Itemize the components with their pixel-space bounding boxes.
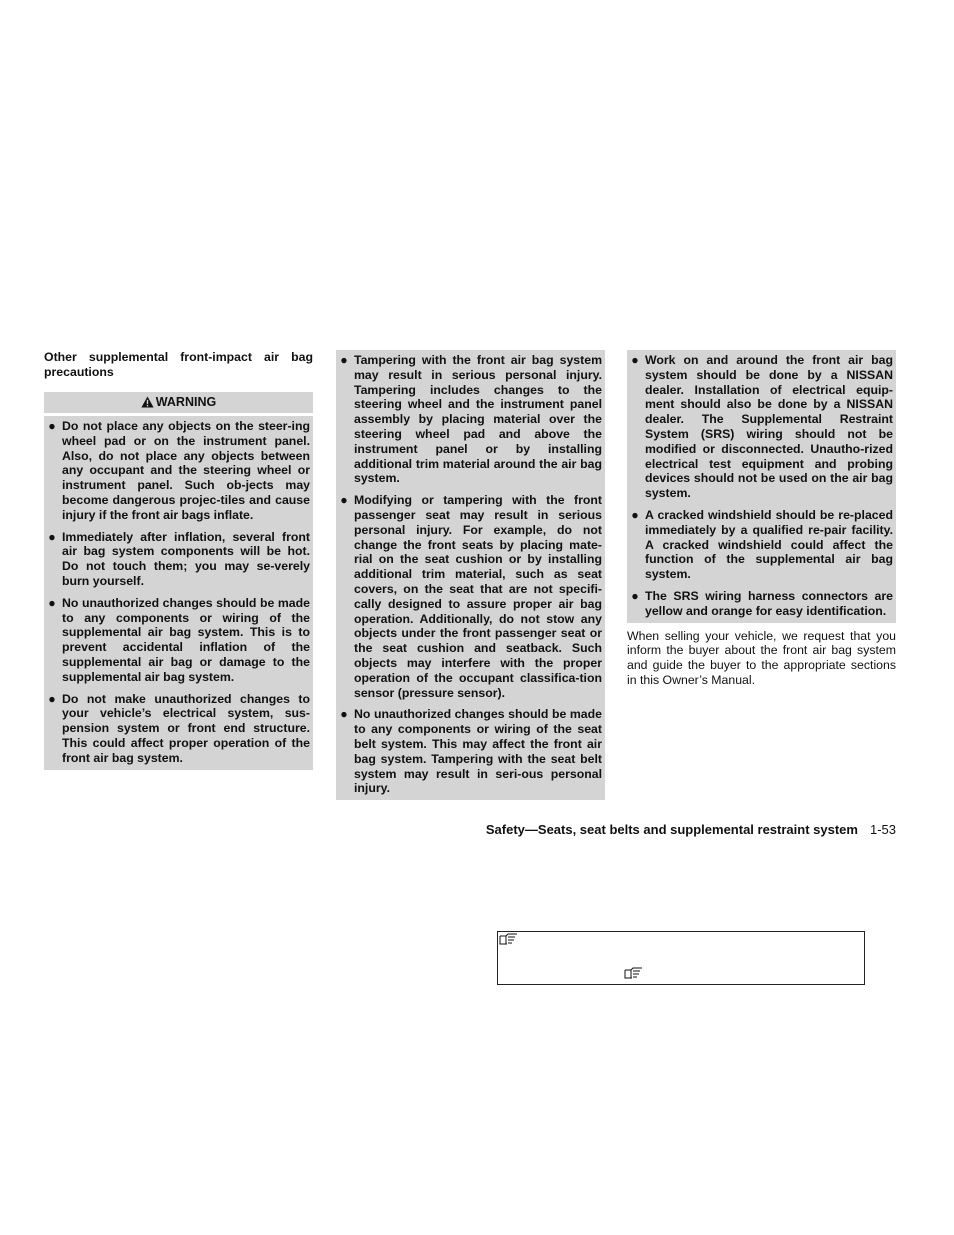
body-paragraph: When selling your vehicle, we request that you inform the buyer about the front air bag system and guide the buyer to the appropriate sections in this Owner’s Manual. (627, 628, 896, 687)
bullet: ● (631, 588, 639, 603)
column-1 (44, 350, 313, 770)
bullet: ● (48, 595, 56, 610)
page-footer (486, 822, 896, 837)
section-heading: Other supplemental front-impact air bag precautions (44, 350, 313, 379)
list-item: ● Work on and around the front air bag system should be done by a NISSAN dealer. Installation of electrical equip-ment should also be done by a NISSAN dealer. The Supplemental Restraint System (SRS) wiring should not be modified or disconnected. Unautho-rized electrical test equipment and probing devices should not be used on the air bag system. (627, 353, 893, 501)
list-item: ● A cracked windshield should be re-placed immediately by a qualified re-pair facility. A cracked windshield could affect the function of the supplemental air bag system. (627, 508, 893, 582)
bullet: ● (340, 707, 348, 722)
list-item: ● The SRS wiring harness connectors are yellow and orange for easy identification. (627, 589, 893, 619)
pointing-hand-icon (499, 932, 519, 951)
warning-panel (336, 350, 605, 800)
bullet: ● (631, 353, 639, 367)
warning-panel (44, 416, 313, 770)
warning-panel (627, 350, 896, 623)
warning-label: WARNING (155, 395, 217, 409)
list-item: ● No unauthorized changes should be made to any components or wiring of the supplemental air bag system. This is to prevent accidental inflation of the supplemental air bag or damage to the supplemental air bag system. (44, 596, 310, 685)
footer-section-title: Safety—Seats, seat belts and supplemental restraint system (485, 822, 858, 837)
bullet: ● (48, 529, 56, 544)
list-item: ● Do not make unauthorized changes to your vehicle’s electrical system, sus-pension system or front end structure. This could affect proper operation of the front air bag system. (44, 692, 310, 766)
bullet: ● (631, 507, 639, 522)
column-3 (627, 350, 896, 688)
list-item: ● Tampering with the front air bag system may result in serious personal injury. Tampering includes changes to the steering wheel and the instrument panel assembly by placing material over the steering wheel pad and above the instrument panel or by installing additional trim material around the air bag system. (336, 353, 602, 486)
pointing-hand-icon (624, 966, 644, 985)
list-item: ● No unauthorized changes should be made to any components or wiring of the seat belt system. This may affect the front air bag system. Tampering with the seat belt system may result in seri-ous personal injury. (336, 707, 602, 796)
column-2 (336, 350, 605, 800)
list-item: ● Do not place any objects on the steer-ing wheel pad or on the instrument panel. Also, do not place any objects between any occupant and the steering wheel or instrument panel. Such ob-jects may become dangerous projec-tiles and cause injury if the front air bags inflate. (44, 419, 310, 523)
warning-header (44, 392, 313, 413)
reference-box (497, 931, 865, 985)
bullet: ● (340, 353, 348, 367)
bullet: ● (340, 493, 348, 508)
list-item: ● Modifying or tampering with the front passenger seat may result in serious personal injury. For example, do not change the front seats by placing mate-rial on the seat cushion or by installing additional trim material, such as seat covers, on the seat that are not specifi-cally designed to assure proper air bag operation. Additionally, do not stow any objects under the front passenger seat or the seat cushion and seatback. Such objects may interfere with the proper operation of the occupant classifica-tion sensor (pressure sensor). (336, 493, 602, 700)
warning-triangle-icon (141, 394, 154, 414)
list-item: ● Immediately after inflation, several front air bag system components will be hot. Do not touch them; you may se-verely burn yourself. (44, 530, 310, 589)
page-number: 1-53 (869, 822, 896, 837)
bullet: ● (48, 419, 56, 433)
bullet: ● (48, 691, 56, 706)
